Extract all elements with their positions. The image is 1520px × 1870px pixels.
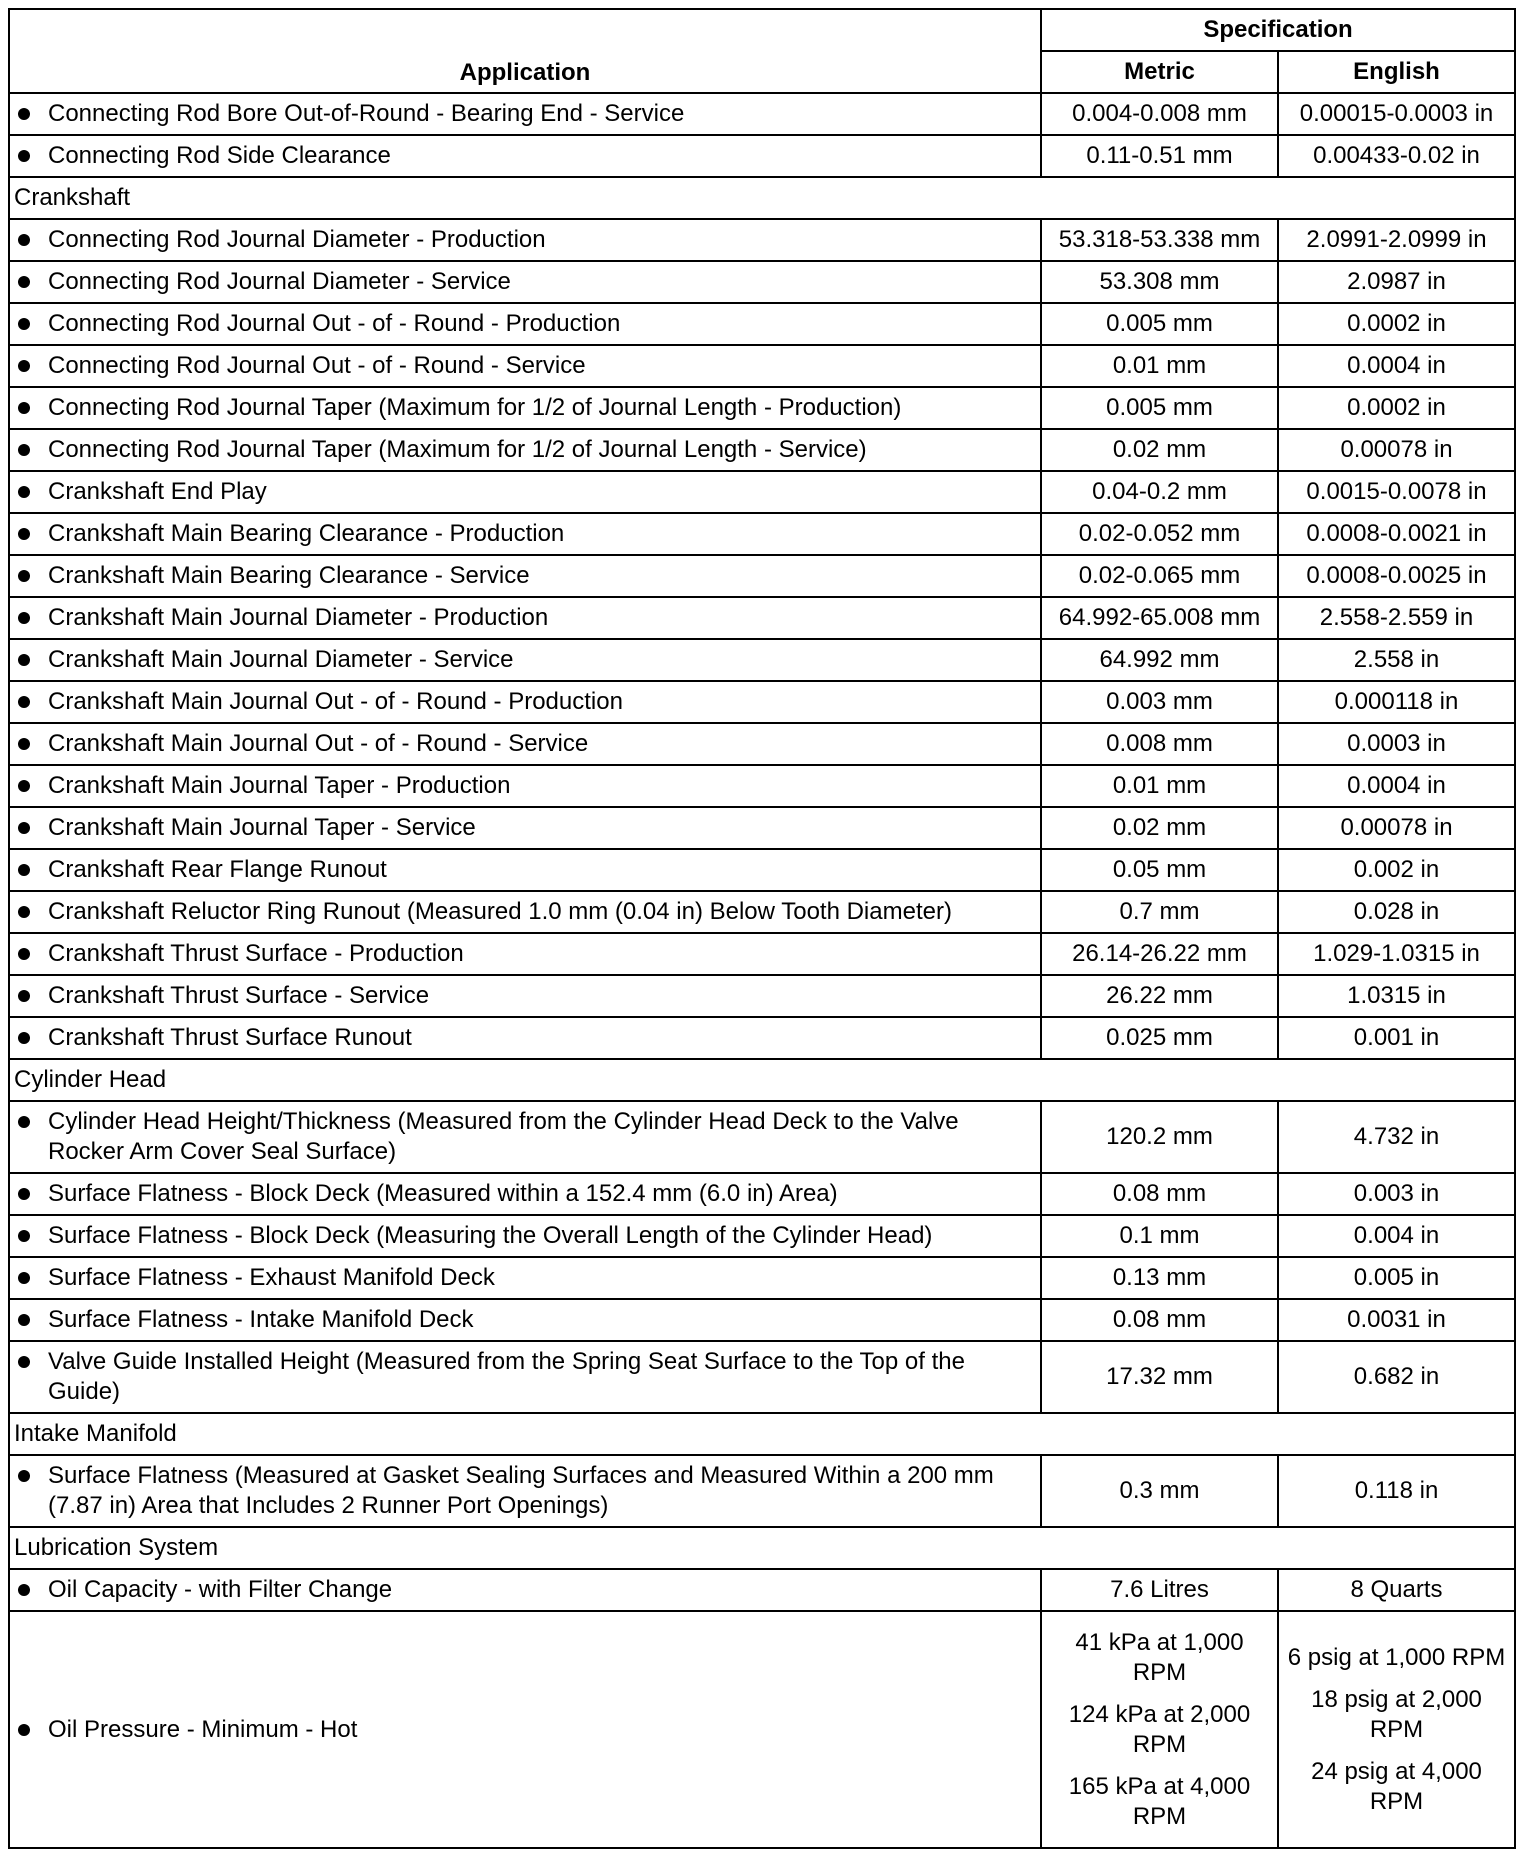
bullet-icon xyxy=(18,444,30,456)
application-cell xyxy=(9,513,1041,555)
english-value-line: 6 psig at 1,000 RPM xyxy=(1287,1643,1506,1671)
application-label: Crankshaft Reluctor Ring Runout (Measured 1.0 mm (0.04 in) Below Tooth Diameter) xyxy=(48,898,952,925)
application-cell xyxy=(9,387,1041,429)
english-value: 8 Quarts xyxy=(1278,1569,1515,1611)
bullet-icon xyxy=(18,150,30,162)
application-label: Surface Flatness (Measured at Gasket Sealing Surfaces and Measured Within a 200 mm (7.87 in) Area that Includes 2 Runner Port Openings) xyxy=(48,1462,994,1519)
application-label: Crankshaft Main Journal Taper - Production xyxy=(48,772,511,799)
english-value: 0.0002 in xyxy=(1278,303,1515,345)
english-value: 2.558-2.559 in xyxy=(1278,597,1515,639)
table-row xyxy=(9,723,1515,765)
section-row xyxy=(9,177,1515,219)
bullet-icon xyxy=(18,612,30,624)
metric-value: 17.32 mm xyxy=(1041,1341,1278,1413)
application-label: Crankshaft Main Bearing Clearance - Production xyxy=(48,520,565,547)
application-label: Surface Flatness - Block Deck (Measuring the Overall Length of the Cylinder Head) xyxy=(48,1222,933,1249)
application-cell xyxy=(9,1257,1041,1299)
application-cell xyxy=(9,261,1041,303)
english-header: English xyxy=(1278,51,1515,93)
bullet-icon xyxy=(18,234,30,246)
application-cell xyxy=(9,975,1041,1017)
english-value: 0.0031 in xyxy=(1278,1299,1515,1341)
application-label: Crankshaft Main Journal Diameter - Service xyxy=(48,646,514,673)
application-label: Crankshaft Main Journal Out - of - Round - Service xyxy=(48,730,589,757)
table-row xyxy=(9,345,1515,387)
table-row xyxy=(9,93,1515,135)
table-row xyxy=(9,933,1515,975)
metric-value: 0.01 mm xyxy=(1041,765,1278,807)
application-label: Crankshaft Main Journal Diameter - Production xyxy=(48,604,549,631)
english-value: 1.029-1.0315 in xyxy=(1278,933,1515,975)
metric-value: 0.11-0.51 mm xyxy=(1041,135,1278,177)
english-value: 0.0002 in xyxy=(1278,387,1515,429)
table-row xyxy=(9,765,1515,807)
table-row xyxy=(9,303,1515,345)
metric-header: Metric xyxy=(1041,51,1278,93)
section-row xyxy=(9,1059,1515,1101)
specification-header: Specification xyxy=(1041,9,1515,51)
english-value: 0.002 in xyxy=(1278,849,1515,891)
section-title: Intake Manifold xyxy=(9,1413,1515,1455)
bullet-icon xyxy=(18,822,30,834)
english-value-line: 18 psig at 2,000 RPM xyxy=(1311,1685,1482,1743)
table-row xyxy=(9,1215,1515,1257)
table-row xyxy=(9,891,1515,933)
bullet-icon xyxy=(18,276,30,288)
metric-value: 26.14-26.22 mm xyxy=(1041,933,1278,975)
english-value: 0.0008-0.0021 in xyxy=(1278,513,1515,555)
bullet-icon xyxy=(18,570,30,582)
section-row xyxy=(9,1527,1515,1569)
application-cell xyxy=(9,555,1041,597)
bullet-icon xyxy=(18,1230,30,1242)
application-label: Crankshaft Thrust Surface - Service xyxy=(48,982,430,1009)
application-cell xyxy=(9,1173,1041,1215)
table-row xyxy=(9,639,1515,681)
metric-value-line: 165 kPa at 4,000 RPM xyxy=(1068,1772,1251,1830)
english-value: 2.0991-2.0999 in xyxy=(1278,219,1515,261)
table-row xyxy=(9,1455,1515,1527)
metric-value: 26.22 mm xyxy=(1041,975,1278,1017)
application-label: Surface Flatness - Exhaust Manifold Deck xyxy=(48,1264,495,1291)
english-value: 0.0004 in xyxy=(1278,345,1515,387)
application-label: Connecting Rod Journal Out - of - Round - Service xyxy=(48,352,586,379)
application-cell xyxy=(9,1101,1041,1173)
metric-value: 0.3 mm xyxy=(1041,1455,1278,1527)
english-value: 0.0003 in xyxy=(1278,723,1515,765)
section-title: Cylinder Head xyxy=(9,1059,1515,1101)
metric-value: 0.02-0.052 mm xyxy=(1041,513,1278,555)
english-value: 0.001 in xyxy=(1278,1017,1515,1059)
bullet-icon xyxy=(18,906,30,918)
application-label: Crankshaft Thrust Surface Runout xyxy=(48,1024,412,1051)
bullet-icon xyxy=(18,654,30,666)
application-label: Valve Guide Installed Height (Measured from the Spring Seat Surface to the Top of the Guide) xyxy=(48,1348,965,1405)
bullet-icon xyxy=(18,108,30,120)
application-cell xyxy=(9,1341,1041,1413)
section-title: Crankshaft xyxy=(9,177,1515,219)
metric-value xyxy=(1041,1611,1278,1848)
application-cell xyxy=(9,1611,1041,1848)
bullet-icon xyxy=(18,1188,30,1200)
english-value: 0.00433-0.02 in xyxy=(1278,135,1515,177)
bullet-icon xyxy=(18,528,30,540)
application-cell xyxy=(9,933,1041,975)
english-value: 0.682 in xyxy=(1278,1341,1515,1413)
bullet-icon xyxy=(18,360,30,372)
metric-value: 0.08 mm xyxy=(1041,1299,1278,1341)
application-cell xyxy=(9,681,1041,723)
metric-value: 53.308 mm xyxy=(1041,261,1278,303)
application-cell xyxy=(9,429,1041,471)
metric-value: 0.02 mm xyxy=(1041,807,1278,849)
table-row xyxy=(9,555,1515,597)
application-cell xyxy=(9,807,1041,849)
english-value: 0.005 in xyxy=(1278,1257,1515,1299)
application-cell xyxy=(9,765,1041,807)
application-cell xyxy=(9,1017,1041,1059)
english-value: 2.558 in xyxy=(1278,639,1515,681)
application-label: Cylinder Head Height/Thickness (Measured from the Cylinder Head Deck to the Valve Rocker Arm Cover Seal Surface) xyxy=(48,1108,959,1165)
metric-value: 0.02 mm xyxy=(1041,429,1278,471)
application-label: Connecting Rod Journal Diameter - Production xyxy=(48,226,546,253)
bullet-icon xyxy=(18,402,30,414)
table-row xyxy=(9,471,1515,513)
section-row xyxy=(9,1413,1515,1455)
metric-value: 0.003 mm xyxy=(1041,681,1278,723)
application-label: Connecting Rod Bore Out-of-Round - Bearing End - Service xyxy=(48,100,685,127)
table-row xyxy=(9,1017,1515,1059)
table-row xyxy=(9,135,1515,177)
table-row xyxy=(9,387,1515,429)
table-row xyxy=(9,807,1515,849)
section-title: Lubrication System xyxy=(9,1527,1515,1569)
bullet-icon xyxy=(18,738,30,750)
application-label: Crankshaft Main Journal Taper - Service xyxy=(48,814,476,841)
bullet-icon xyxy=(18,780,30,792)
bullet-icon xyxy=(18,1032,30,1044)
english-value-line: 24 psig at 4,000 RPM xyxy=(1311,1757,1482,1815)
application-label: Connecting Rod Journal Diameter - Service xyxy=(48,268,511,295)
application-cell xyxy=(9,471,1041,513)
application-label: Oil Pressure - Minimum - Hot xyxy=(48,1715,358,1743)
bullet-icon xyxy=(18,990,30,1002)
application-label: Connecting Rod Journal Taper (Maximum for 1/2 of Journal Length - Service) xyxy=(48,436,867,463)
table-body xyxy=(9,93,1515,1848)
metric-value: 0.05 mm xyxy=(1041,849,1278,891)
metric-value: 0.04-0.2 mm xyxy=(1041,471,1278,513)
metric-value: 0.005 mm xyxy=(1041,303,1278,345)
application-cell xyxy=(9,303,1041,345)
metric-value-line: 41 kPa at 1,000 RPM xyxy=(1075,1628,1244,1686)
application-label: Connecting Rod Side Clearance xyxy=(48,142,391,169)
bullet-icon xyxy=(18,1356,30,1368)
table-row xyxy=(9,681,1515,723)
table-row xyxy=(9,1173,1515,1215)
application-cell xyxy=(9,723,1041,765)
metric-value: 0.008 mm xyxy=(1041,723,1278,765)
application-cell xyxy=(9,219,1041,261)
bullet-icon xyxy=(18,948,30,960)
metric-value: 0.005 mm xyxy=(1041,387,1278,429)
metric-value: 0.1 mm xyxy=(1041,1215,1278,1257)
application-label: Crankshaft Main Bearing Clearance - Service xyxy=(48,562,530,589)
bullet-icon xyxy=(18,864,30,876)
application-cell xyxy=(9,639,1041,681)
table-row xyxy=(9,1569,1515,1611)
english-value: 0.004 in xyxy=(1278,1215,1515,1257)
application-label: Oil Capacity - with Filter Change xyxy=(48,1576,393,1603)
metric-value: 53.318-53.338 mm xyxy=(1041,219,1278,261)
english-value: 0.003 in xyxy=(1278,1173,1515,1215)
metric-value: 0.025 mm xyxy=(1041,1017,1278,1059)
table-row xyxy=(9,975,1515,1017)
metric-value: 64.992-65.008 mm xyxy=(1041,597,1278,639)
application-cell xyxy=(9,1215,1041,1257)
application-cell xyxy=(9,849,1041,891)
application-cell xyxy=(9,1455,1041,1527)
application-cell xyxy=(9,891,1041,933)
english-value: 4.732 in xyxy=(1278,1101,1515,1173)
english-value: 2.0987 in xyxy=(1278,261,1515,303)
bullet-icon xyxy=(18,1272,30,1284)
application-label: Crankshaft Rear Flange Runout xyxy=(48,856,387,883)
application-cell xyxy=(9,93,1041,135)
metric-value: 120.2 mm xyxy=(1041,1101,1278,1173)
bullet-icon xyxy=(18,486,30,498)
english-value: 0.0015-0.0078 in xyxy=(1278,471,1515,513)
table-row xyxy=(9,429,1515,471)
table-row xyxy=(9,1299,1515,1341)
metric-value: 7.6 Litres xyxy=(1041,1569,1278,1611)
application-header: Application xyxy=(9,9,1041,93)
metric-value: 64.992 mm xyxy=(1041,639,1278,681)
application-label: Surface Flatness - Block Deck (Measured within a 152.4 mm (6.0 in) Area) xyxy=(48,1180,838,1207)
application-label: Connecting Rod Journal Taper (Maximum for 1/2 of Journal Length - Production) xyxy=(48,394,902,421)
bullet-icon xyxy=(18,1314,30,1326)
specification-table xyxy=(8,8,1516,1849)
application-label: Crankshaft End Play xyxy=(48,478,267,505)
table-row xyxy=(9,513,1515,555)
table-row xyxy=(9,219,1515,261)
metric-value: 0.004-0.008 mm xyxy=(1041,93,1278,135)
metric-value: 0.7 mm xyxy=(1041,891,1278,933)
english-value xyxy=(1278,1611,1515,1848)
english-value: 0.00015-0.0003 in xyxy=(1278,93,1515,135)
application-cell xyxy=(9,345,1041,387)
application-label: Connecting Rod Journal Out - of - Round - Production xyxy=(48,310,621,337)
bullet-icon xyxy=(18,318,30,330)
bullet-icon xyxy=(18,1584,30,1596)
metric-value: 0.02-0.065 mm xyxy=(1041,555,1278,597)
metric-value: 0.01 mm xyxy=(1041,345,1278,387)
application-label: Surface Flatness - Intake Manifold Deck xyxy=(48,1306,474,1333)
table-row xyxy=(9,849,1515,891)
metric-value: 0.08 mm xyxy=(1041,1173,1278,1215)
table-row xyxy=(9,1611,1515,1848)
table-row xyxy=(9,1257,1515,1299)
english-value: 0.00078 in xyxy=(1278,807,1515,849)
application-label: Crankshaft Thrust Surface - Production xyxy=(48,940,464,967)
english-value: 0.000118 in xyxy=(1278,681,1515,723)
metric-value: 0.13 mm xyxy=(1041,1257,1278,1299)
application-cell xyxy=(9,135,1041,177)
english-value: 1.0315 in xyxy=(1278,975,1515,1017)
english-value: 0.0004 in xyxy=(1278,765,1515,807)
table-row xyxy=(9,1341,1515,1413)
english-value: 0.0008-0.0025 in xyxy=(1278,555,1515,597)
table-row xyxy=(9,261,1515,303)
english-value: 0.118 in xyxy=(1278,1455,1515,1527)
bullet-icon xyxy=(18,1116,30,1128)
english-value: 0.00078 in xyxy=(1278,429,1515,471)
table-row xyxy=(9,1101,1515,1173)
application-cell xyxy=(9,1569,1041,1611)
bullet-icon xyxy=(18,696,30,708)
english-value: 0.028 in xyxy=(1278,891,1515,933)
metric-value-line: 124 kPa at 2,000 RPM xyxy=(1068,1700,1251,1758)
bullet-icon xyxy=(18,1724,30,1736)
application-cell xyxy=(9,597,1041,639)
application-label: Crankshaft Main Journal Out - of - Round - Production xyxy=(48,688,623,715)
bullet-icon xyxy=(18,1470,30,1482)
table-row xyxy=(9,597,1515,639)
application-cell xyxy=(9,1299,1041,1341)
